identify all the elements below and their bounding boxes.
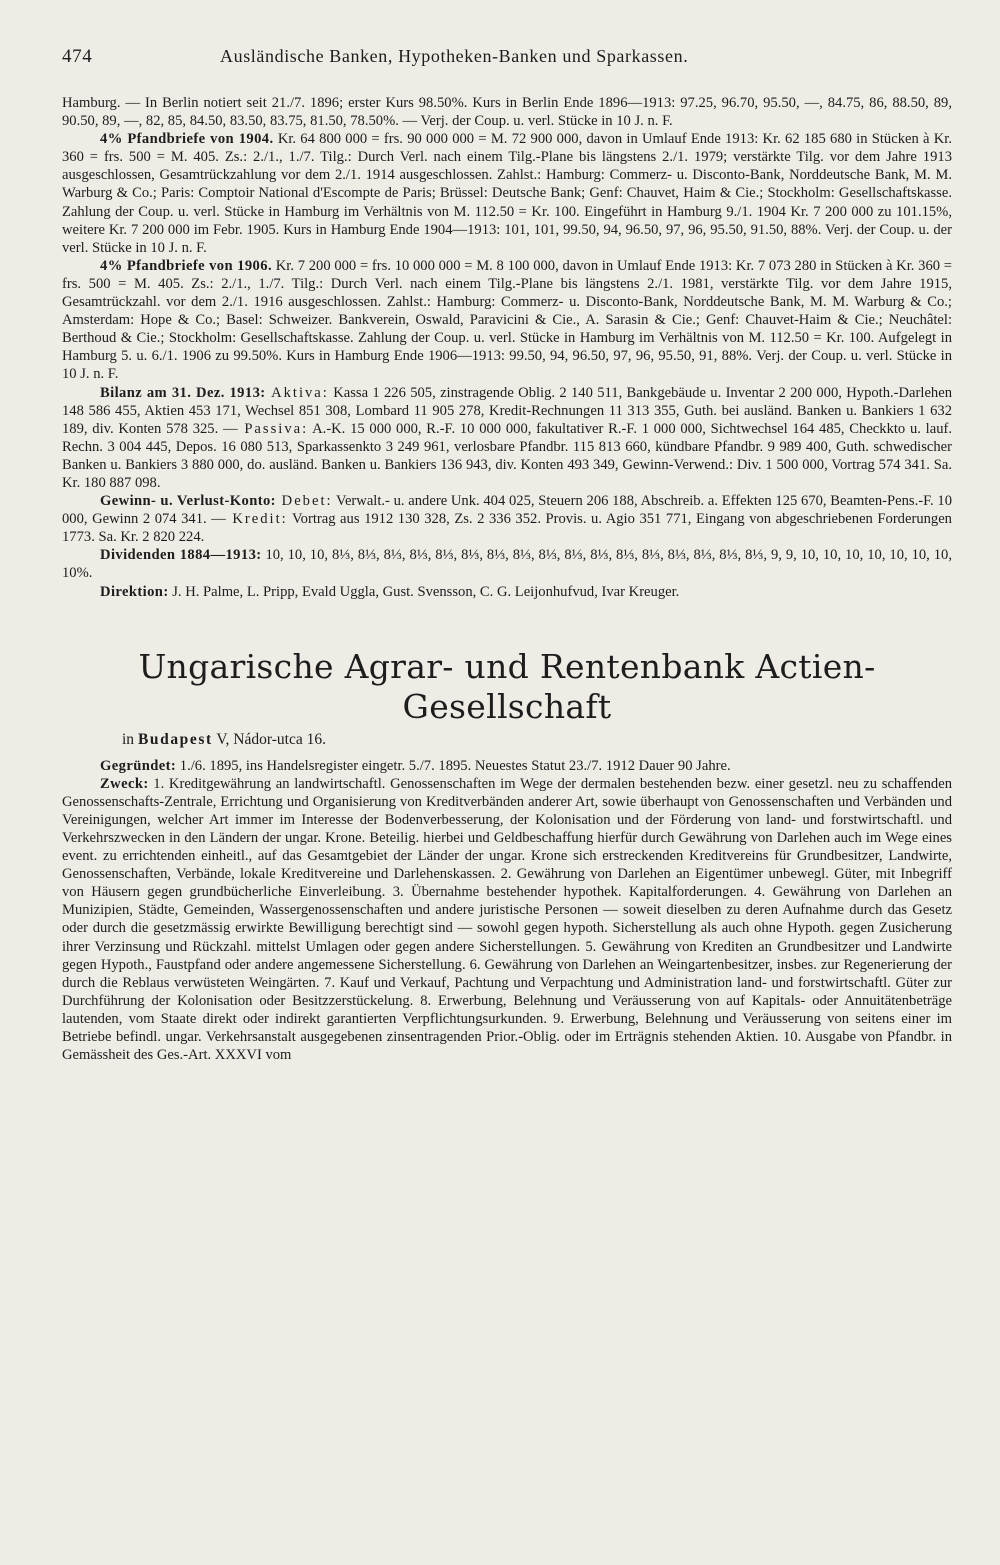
paragraph-direktion (62, 583, 952, 601)
company-address (62, 731, 952, 749)
running-head (62, 46, 952, 68)
paragraph-kurs: Hamburg. — In Berlin notiert seit 21./7. 1896; erster Kurs 98.50%. Kurs in Berlin Ende 1896—1913: 97.25, 96.70, 95.50, —, 84.75, 86, 88.50, 89, 90.50, 89, —, 82, 85, 84.50, 83.50, 83.75, 81.50, 78.50%. — Verj. der Coup. u. verl. Stücke in 10 J. n. F. (62, 95, 952, 130)
company-title: Ungarische Agrar- und Rentenbank Actien-Gesellschaft (138, 646, 876, 726)
lead-gegruendet: Gegründet: (100, 757, 177, 774)
running-title: Ausländische Banken, Hypotheken-Banken und Sparkassen. (220, 46, 689, 66)
company-city: Budapest (137, 730, 213, 748)
lead-zweck: Zweck: (100, 775, 149, 792)
lead-pfandbriefe-1906: 4% Pfandbriefe von 1906. (100, 257, 272, 274)
paragraph-zweck (62, 775, 952, 1065)
paragraph-pfandbriefe-1904 (62, 130, 952, 257)
company-street: V, Nádor-utca 16. (212, 730, 326, 748)
label-kredit: Kredit: (225, 511, 288, 528)
text-gegruendet: 1./6. 1895, ins Handelsregister eingetr. 5./7. 1895. Neuestes Statut 23./7. 1912 Dauer 90 Jahre. (176, 757, 731, 774)
company-heading (62, 647, 952, 749)
text-dividenden: 10, 10, 10, 8⅓, 8⅓, 8⅓, 8⅓, 8⅓, 8⅓, 8⅓, 8⅓, 8⅓, 8⅓, 8⅓, 8⅓, 8⅓, 8⅓, 8⅓, 8⅓, 8⅓, 9, 9, 10, 10, 10, 10, 10, 10, 10, 10%. (62, 547, 952, 582)
paragraph-gewinn-verlust (62, 492, 952, 546)
text-aktiva: Kassa 1 226 505, zinstragende Oblig. 2 140 511, Bankgebäude u. Inventar 2 200 000, Hypoth.-Darlehen 148 586 455, Aktien 453 171, Wechsel 851 308, Lombard 11 905 278, Kredit-Rechnungen 11 313 355, Guth. bei ausländ. Banken u. Bankiers 1 632 189, div. Konten 578 325. — (62, 384, 953, 437)
paragraph-dividenden (62, 546, 952, 582)
page-number: 474 (62, 46, 93, 67)
lead-pfandbriefe-1904: 4% Pfandbriefe von 1904. (100, 131, 274, 148)
text-zweck: 1. Kreditgewährung an landwirtschaftl. Genossenschaften im Wege der dermalen bestehenden bezw. einer gesetzl. neu zu schaffenden Genossenschafts-Zentrale, Errichtung und Organisierung von Kreditverbänden anderer Art, sowie überhaupt von Genossenschaften und Verbänden und Vereinigungen, welcher Art immer im Interesse der Bodenverbesserung, der Kolonisation und der Förderung von land- und forstwirtschaftl. und Verkehrszwecken in den Ländern der ungar. Krone. Beteilig. hierbei und Geldbeschaffung hierfür durch Gewährung von Darlehen auch im Wege eines event. zu errichtenden einheitl., auf das Gesamtgebiet der Länder der ungar. Krone sich erstreckenden Kreditvereins für Grundbesitzer, Landwirte, Genossenschaften, Verbände, lokale Kreditvereine und Darlehenskassen. 2. Gewährung von Darlehen an Eigentümer unbewegl. Güter, mit Inbegriff von Häusern gegen grundbücherliche Einverleibung. 3. Übernahme bestehender hypothek. Kapitalforderungen. 4. Gewährung von Darlehen an Munizipien, Städte, Gemeinden, Wassergenossenschaften und andere juristische Personen — soweit dieselben zu deren Aufnahme durch das Gesetz oder durch die gesetzmässig erwirkte Bewilligung berechtigt sind — sowohl gegen hypoth. Sicherstellung als auch ohne Hypoth. gegen Zusicherung ihrer Verzinsung und Rückzahl. mittelst Umlagen oder gegen andere Sicherstellungen. 5. Gewährung von Krediten an Grundbesitzer und Landwirte gegen Hypoth., Faustpfand oder andere angemessene Sicherstellung. 6. Gewährung von Darlehen an Weingartenbesitzer, insbes. zur Regenerierung der durch die Reblaus verwüsteten Weingärten. 7. Kauf und Verkauf, Pachtung und Verpachtung und Administration land- und forstwirtschaftl. Güter zur Durchführung der Kolonisation oder Besitzzerstückelung. 8. Erwerbung, Belehnung und Veräusserung von auf Kapitals- oder Annuitätenbeträge lautenden, vom Staate direkt oder indirekt garantierten Verpflichtungsurkunden. 9. Erwerbung, Belehnung und Veräusserung von seitens einer im Betriebe befindl. ungar. Verkehrsanstalt ausgegebenen zinsentragenden Prior.-Oblig. oder im Erträgnis stehenden Aktien. 10. Ausgabe von Pfandbr. in Gemässheit des Ges.-Art. XXXVI vom (62, 775, 952, 1064)
section-ungarische-bank (62, 757, 952, 1065)
text-debet: Verwalt.- u. andere Unk. 404 025, Steuern 206 188, Abschreib. a. Effekten 125 670, Beamten-Pens.-F. 10 000, Gewinn 2 074 341. — (62, 493, 952, 528)
company-address-prefix: in (122, 730, 138, 748)
text-kredit: Vortrag aus 1912 130 328, Zs. 2 336 352. Provis. u. Agio 351 771, Eingang von abgeschriebenen Forderungen 1773. Sa. Kr. 2 820 224. (62, 511, 952, 546)
text-pfandbriefe-1904: Kr. 64 800 000 = frs. 90 000 000 = M. 72 900 000, davon in Umlauf Ende 1913: Kr. 62 185 680 in Stücken à Kr. 360 = frs. 500 = M. 405. Zs.: 2./1., 1./7. Tilg.: Durch Verl. nach einem Tilg.-Plane bis längstens 2./1. 1979; verstärkte Tilg. vor dem Jahre 1913 ausgeschlossen, Gesamtrückzahlung vor dem 2./1. 1914 ausgeschlossen. Zahlst.: Hamburg: Commerz- u. Disconto-Bank, Norddeutsche Bank, M. M. Warburg & Co.; Paris: Comptoir National d'Escompte de Paris; Brüssel: Deutsche Bank; Genf: Chauvet, Haim & Cie.; Stockholm: Gesellschaftskasse. Zahlung der Coup. u. verl. Stücke in Hamburg im Verhältnis von M. 112.50 = Kr. 100. Eingeführt in Hamburg 9./1. 1904 Kr. 7 200 000 zu 101.15%, weitere Kr. 7 200 000 im Febr. 1905. Kurs in Hamburg Ende 1904—1913: 101, 101, 99.50, 94, 96.50, 97, 96, 95.50, 91.50, 88%. Verj. der Coup. u. der verl. Stücke in 10 J. n. F. (62, 131, 953, 256)
paragraph-bilanz (62, 384, 952, 493)
label-aktiva: Aktiva: (265, 384, 329, 401)
lead-dividenden: Dividenden 1884—1913: (100, 547, 262, 564)
label-passiva: Passiva: (237, 420, 309, 437)
paragraph-pfandbriefe-1906 (62, 257, 952, 384)
lead-gewinn-verlust: Gewinn- u. Verlust-Konto: (100, 493, 276, 510)
lead-bilanz: Bilanz am 31. Dez. 1913: (100, 384, 266, 401)
text-passiva: A.-K. 15 000 000, R.-F. 10 000 000, fakultativer R.-F. 1 000 000, Sichtwechsel 164 485, Checkkto u. lauf. Rechn. 3 004 445, Depos. 16 080 513, Sparkassenkto 3 249 961, verlosbare Pfandbr. 115 813 660, kündbare Pfandbr. 9 989 400, Guth. schwedischer Banken u. Bankiers 3 880 000, do. ausländ. Banken u. Bankiers 136 943, div. Konten 493 349, Gewinn-Verwend.: Div. 1 500 000, Vortrag 574 341. Sa. Kr. 180 887 098. (62, 420, 952, 491)
label-debet: Debet: (275, 493, 333, 510)
lead-direktion: Direktion: (100, 583, 169, 600)
text-direktion: J. H. Palme, L. Pripp, Evald Uggla, Gust. Svensson, C. G. Leijonhufvud, Ivar Kreuger. (168, 583, 680, 600)
paragraph-gegruendet (62, 757, 952, 775)
text-pfandbriefe-1906: Kr. 7 200 000 = frs. 10 000 000 = M. 8 100 000, davon in Umlauf Ende 1913: Kr. 7 073 280 in Stücken à Kr. 360 = frs. 500 = M. 405. Zs.: 2./1., 1./7. Tilg.: Durch Verl. nach einem Tilg.-Plane bis längstens 2./1. 1981, verstärkte Tilg. vor dem Jahre 1915, Gesamtrückzahl. vor dem 2./1. 1916 ausgeschlossen. Zahlst.: Hamburg: Commerz- u. Disconto-Bank, Norddeutsche Bank, M. M. Warburg & Co.; Amsterdam: Hope & Co.; Basel: Schweizer. Bankverein, Oswald, Paravicini & Cie., A. Sarasin & Cie.; Genf: Chauvet-Haim & Cie.; Neuchâtel: Berthoud & Cie.; Stockholm: Gesellschaftskasse. Zahlung der Coup. u. verl. Stücke in Hamburg im Verhältnis von M. 112.50 = Kr. 100. Aufgelegt in Hamburg 5. u. 6./1. 1906 zu 99.50%. Kurs in Hamburg Ende 1906—1913: 99.50, 94, 96.50, 97, 96, 95.50, 91, 88%. Verj. der Coup. u. verl. Stücke in 10 J. n. F. (62, 257, 953, 383)
section-swedish-bank (62, 94, 952, 601)
